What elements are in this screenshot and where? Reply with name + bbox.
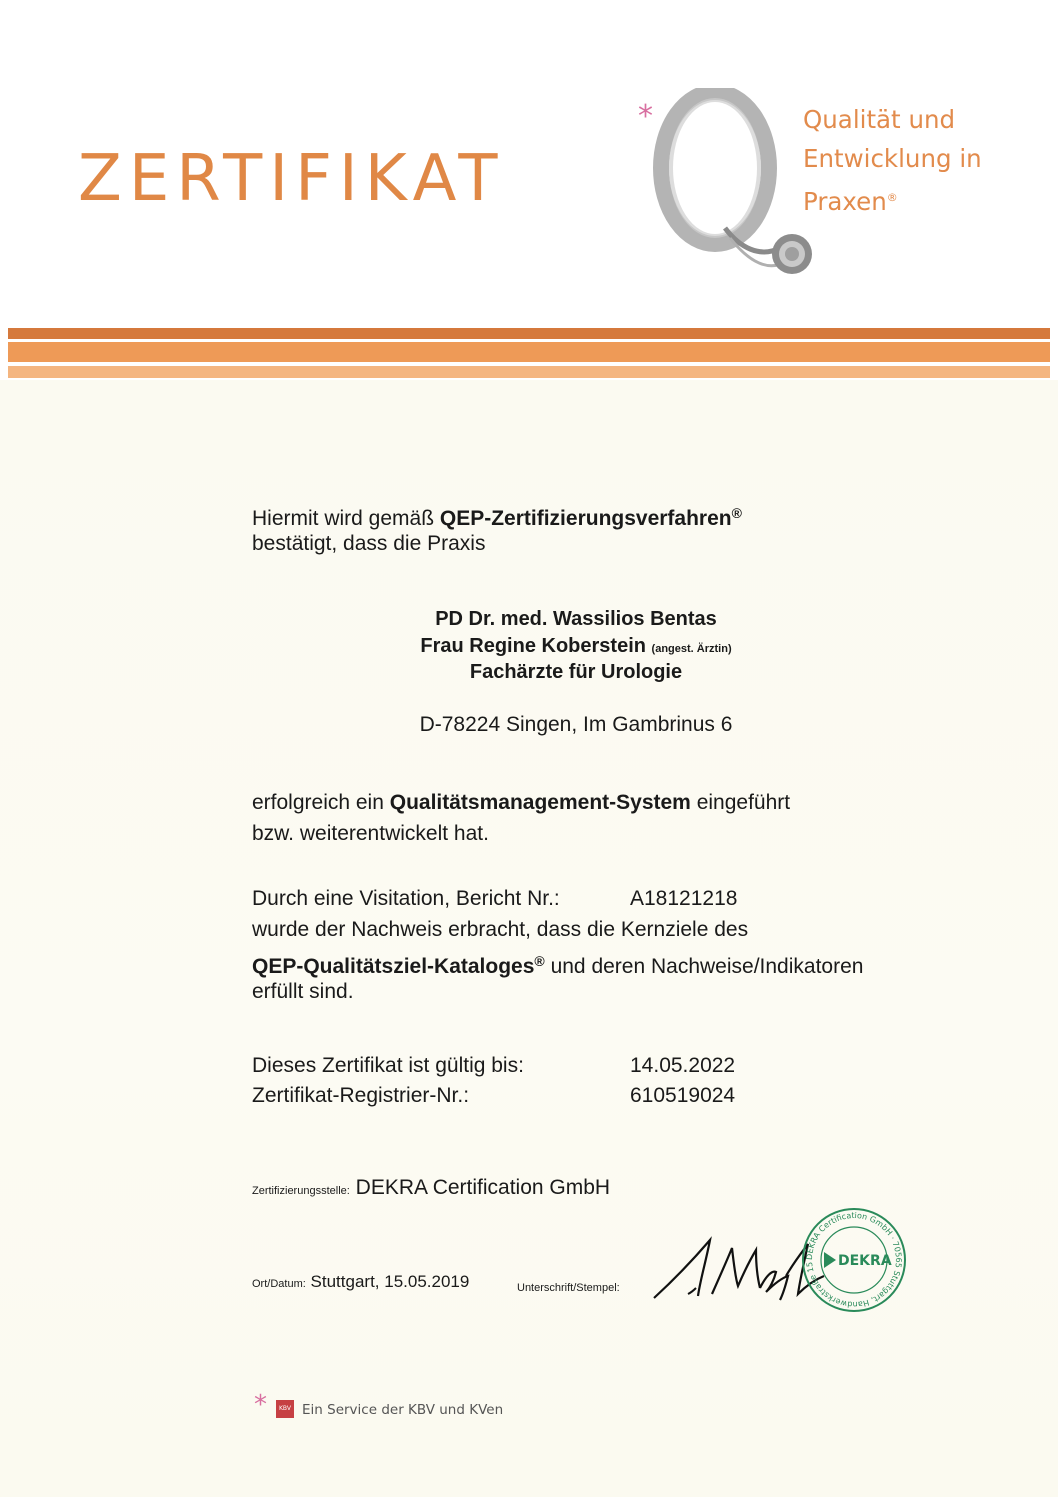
footer-service-text: Ein Service der KBV und KVen: [302, 1402, 504, 1418]
svg-text:*: *: [638, 99, 653, 134]
practice-second-doctor: Frau Regine Koberstein (angest. Ärztin): [420, 635, 732, 657]
logo-line-1: Qualität und: [803, 105, 956, 134]
stripe-mid: [8, 342, 1050, 362]
visitation-label: Durch eine Visitation, Bericht Nr.:: [252, 887, 560, 910]
certificate-title: ZERTIFIKAT: [78, 142, 505, 216]
kbv-badge: KBV: [276, 1400, 294, 1418]
stamp-brand: DEKRA: [838, 1253, 892, 1269]
visitation-line-3: QEP-Qualitätsziel-Kataloges® und deren Nachweise/Indikatoren: [252, 953, 864, 978]
qm-line-2: bzw. weiterentwickelt hat.: [252, 822, 489, 845]
visitation-line-2: wurde der Nachweis erbracht, dass die Kernziele des: [252, 918, 749, 941]
validity-label: Dieses Zertifikat ist gültig bis:: [252, 1054, 524, 1077]
practice-name: PD Dr. med. Wassilios Bentas: [435, 608, 717, 630]
logo-line-2: Entwicklung in: [803, 144, 982, 173]
qep-logo-text: [803, 100, 982, 221]
practice-address: D-78224 Singen, Im Gambrinus 6: [419, 713, 733, 736]
logo-line-3: Praxen®: [803, 187, 898, 217]
place-date-line: Ort/Datum: Stuttgart, 15.05.2019: [252, 1272, 470, 1291]
registry-number: 610519024: [630, 1084, 736, 1107]
validity-date: 14.05.2022: [630, 1054, 736, 1077]
intro-line-2: bestätigt, dass die Praxis: [252, 532, 486, 555]
visitation-line-4: erfüllt sind.: [252, 980, 354, 1003]
intro-line-1: Hiermit wird gemäß QEP-Zertifizierungsverfahren®: [252, 505, 742, 530]
visitation-report-no: A18121218: [630, 887, 738, 910]
dekra-stamp: [800, 1206, 908, 1314]
certifier-line: Zertifizierungsstelle: DEKRA Certification GmbH: [252, 1176, 611, 1199]
signature-label: Unterschrift/Stempel:: [517, 1282, 620, 1294]
stripe-dark: [8, 328, 1050, 339]
practice-specialty: Fachärzte für Urologie: [469, 661, 683, 683]
stamp-ring-text: DEKRA Certification GmbH · 70565 Stuttgart, Handwerkstraße 15: [804, 1210, 904, 1310]
stripe-light: [8, 366, 1050, 378]
kbv-star-icon: *: [254, 1390, 267, 1420]
registry-label: Zertifikat-Registrier-Nr.:: [252, 1084, 470, 1107]
qm-line-1: erfolgreich ein Qualitätsmanagement-System eingeführt: [252, 791, 791, 814]
